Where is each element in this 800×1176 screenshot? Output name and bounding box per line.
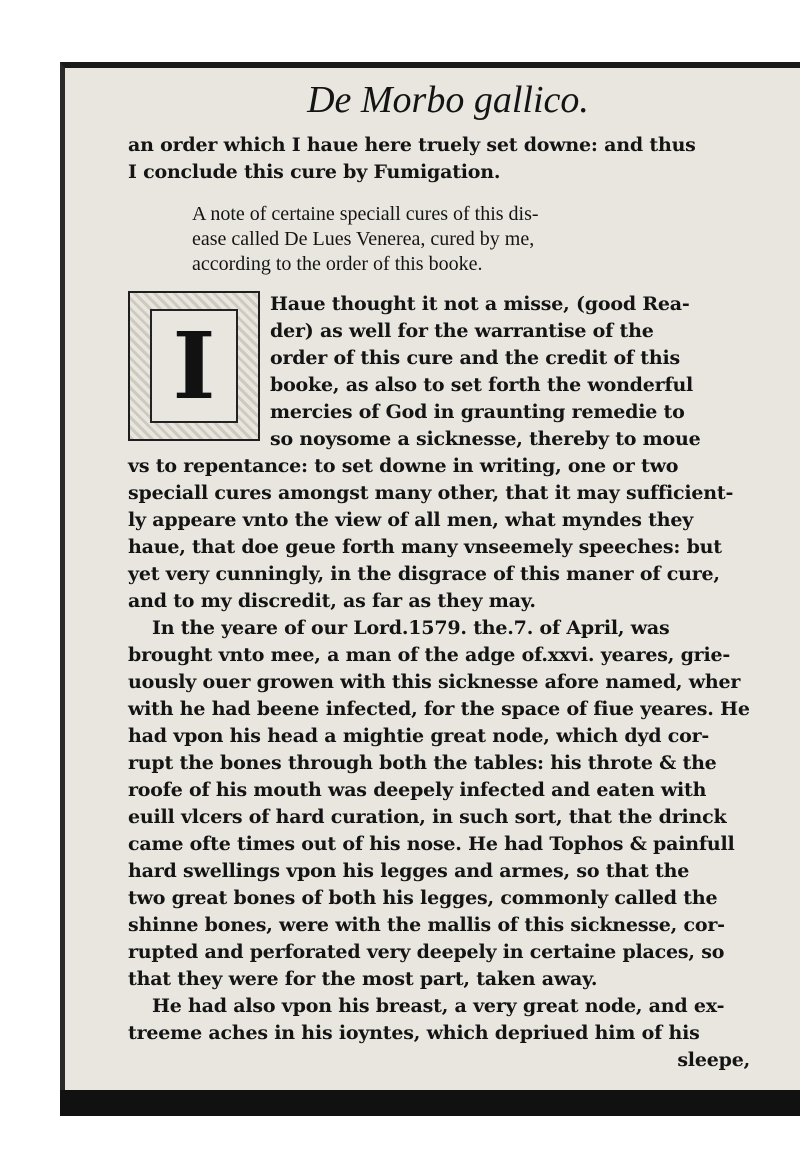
text-line: He had also vpon his breast, a very great node, and ex- [152,995,725,1017]
text-line: that they were for the most part, taken away. [128,968,598,990]
text-line: booke, as also to set forth the wonderful [270,374,694,396]
paragraph-2 [128,615,768,993]
text-line: came ofte times out of his nose. He had Tophos & painfull [128,833,735,855]
text-line: euill vlcers of hard curation, in such sort, that the drinck [128,806,727,828]
text-line: der) as well for the warrantise of the [270,320,654,342]
text-line: yet very cunningly, in the disgrace of this maner of cure, [128,563,720,585]
text-line: so noysome a sicknesse, thereby to moue [270,428,701,450]
note-line: according to the order of this booke. [192,253,483,275]
text-line: hard swellings vpon his legges and armes, so that the [128,860,690,882]
text-line: and to my discredit, as far as they may. [128,590,536,612]
text-line: mercies of God in graunting remedie to [270,401,685,423]
page-content [128,74,768,1074]
text-line: with he had beene infected, for the space of fiue yeares. He [128,698,750,720]
paragraph-1 [128,453,768,615]
text-line: two great bones of both his legges, commonly called the [128,887,718,909]
binding-shadow [60,1090,800,1116]
intro-line: an order which I haue here truely set downe: and thus [128,134,696,156]
text-line: treeme aches in his ioyntes, which depriued him of his [128,1022,700,1044]
text-line: ly appeare vnto the view of all men, what myndes they [128,509,694,531]
text-line: In the yeare of our Lord.1579. the.7. of April, was [152,617,670,639]
text-line: haue, that doe geue forth many vnseemely speeches: but [128,536,722,558]
decorated-initial-paragraph [128,291,768,453]
text-line: shinne bones, were with the mallis of this sicknesse, cor- [128,914,725,936]
paragraph-3 [128,993,768,1074]
catchword: sleepe, [677,1049,750,1071]
text-line: Haue thought it not a misse, (good Rea- [270,293,690,315]
note-line: ease called De Lues Venerea, cured by me, [192,228,535,250]
intro-line: I conclude this cure by Fumigation. [128,161,501,183]
text-line: uously ouer growen with this sicknesse afore named, wher [128,671,741,693]
text-line: rupt the bones through both the tables: his throte & the [128,752,717,774]
text-line: order of this cure and the credit of this [270,347,681,369]
running-head: De Morbo gallico. [307,79,589,121]
text-line: brought vnto mee, a man of the adge of.xxvi. yeares, grie- [128,644,731,666]
initial-letter: I [150,309,238,423]
section-note [192,202,712,277]
text-line: vs to repentance: to set downe in writing, one or two [128,455,679,477]
text-line: speciall cures amongst many other, that it may sufficient- [128,482,734,504]
note-line: A note of certaine speciall cures of this dis- [192,203,539,225]
woodcut-initial [128,291,260,441]
text-line: roofe of his mouth was deepely infected and eaten with [128,779,707,801]
text-line: had vpon his head a mightie great node, which dyd cor- [128,725,710,747]
text-line: rupted and perforated very deepely in certaine places, so [128,941,725,963]
